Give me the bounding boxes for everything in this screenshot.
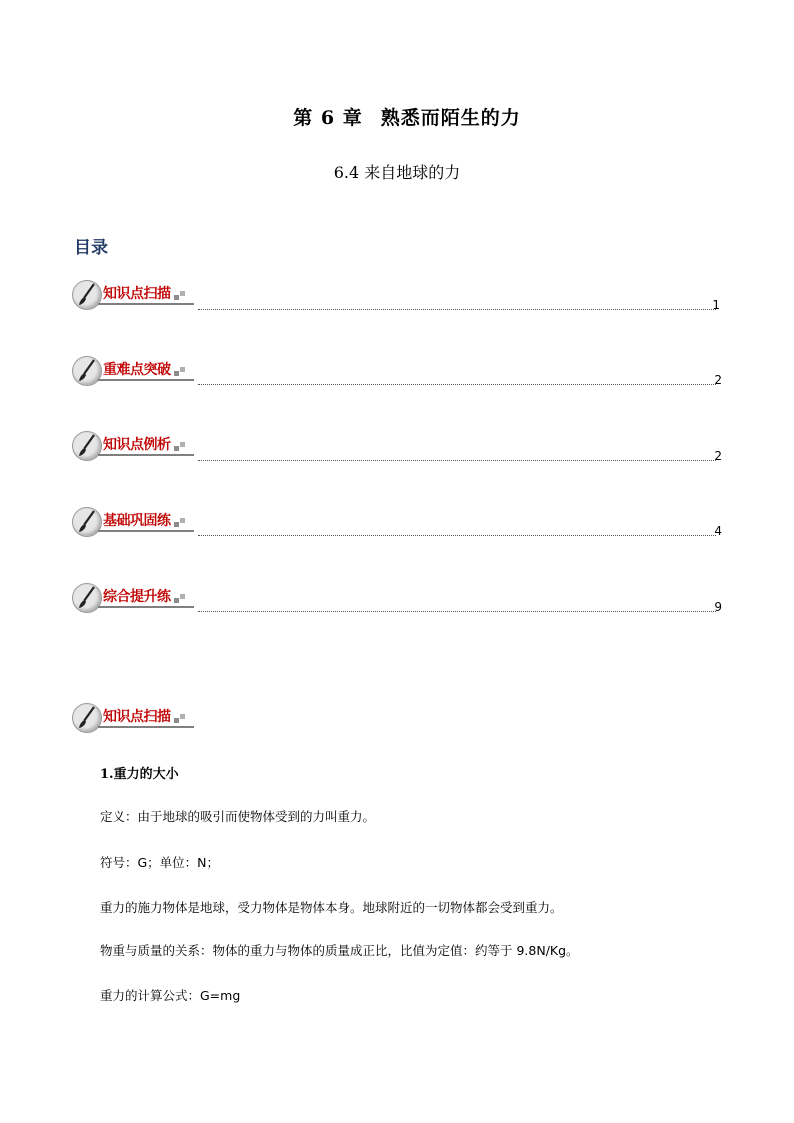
- toc-badge-label: 知识点例析: [103, 437, 171, 453]
- toc-badge: [72, 279, 196, 311]
- section-badge-label: 知识点扫描: [103, 709, 171, 725]
- paragraph-relation: 物重与质量的关系：物体的重力与物体的质量成正比，比值为定值：约等于 9.8N/Kg。: [100, 943, 579, 958]
- paragraph-symbol: 符号：G；单位：N；: [100, 855, 220, 870]
- toc-page-number: 1: [712, 298, 720, 312]
- chapter-title: [0, 103, 794, 130]
- chapter-prefix: 第 6 章: [293, 107, 363, 129]
- chapter-name: 熟悉而陌生的力: [380, 107, 521, 129]
- toc-badge: [72, 355, 196, 387]
- toc-page-number: 9: [714, 600, 722, 614]
- toc-leader: [198, 611, 716, 612]
- toc-badge: [72, 506, 196, 538]
- brush-icon: [72, 583, 102, 613]
- toc-leader: [198, 535, 716, 536]
- toc-badge-label: 重难点突破: [103, 362, 171, 378]
- paragraph-formula: 重力的计算公式：G=mg: [100, 988, 241, 1003]
- toc-badge-label: 基础巩固练: [103, 513, 171, 529]
- toc-badge-label: 综合提升练: [103, 589, 171, 605]
- toc-leader: [198, 384, 716, 385]
- paragraph-definition: 定义：由于地球的吸引而使物体受到的力叫重力。: [100, 809, 376, 824]
- brush-icon: [72, 280, 102, 310]
- brush-icon: [72, 507, 102, 537]
- toc-page-number: 2: [714, 449, 722, 463]
- content-title: 1.重力的大小: [100, 767, 179, 782]
- toc-page-number: 2: [714, 373, 722, 387]
- toc-leader: [198, 309, 716, 310]
- section-badge: [72, 702, 196, 734]
- toc-page-number: 4: [714, 524, 722, 538]
- toc-leader: [198, 460, 716, 461]
- section-title: 6.4 来自地球的力: [333, 163, 461, 182]
- paragraph-source: 重力的施力物体是地球，受力物体是物体本身。地球附近的一切物体都会受到重力。: [100, 900, 563, 915]
- brush-icon: [72, 431, 102, 461]
- toc-heading: 目录: [74, 238, 108, 258]
- toc-badge-label: 知识点扫描: [103, 286, 171, 302]
- brush-icon: [72, 356, 102, 386]
- toc-badge: [72, 582, 196, 614]
- brush-icon: [72, 703, 102, 733]
- toc-badge: [72, 430, 196, 462]
